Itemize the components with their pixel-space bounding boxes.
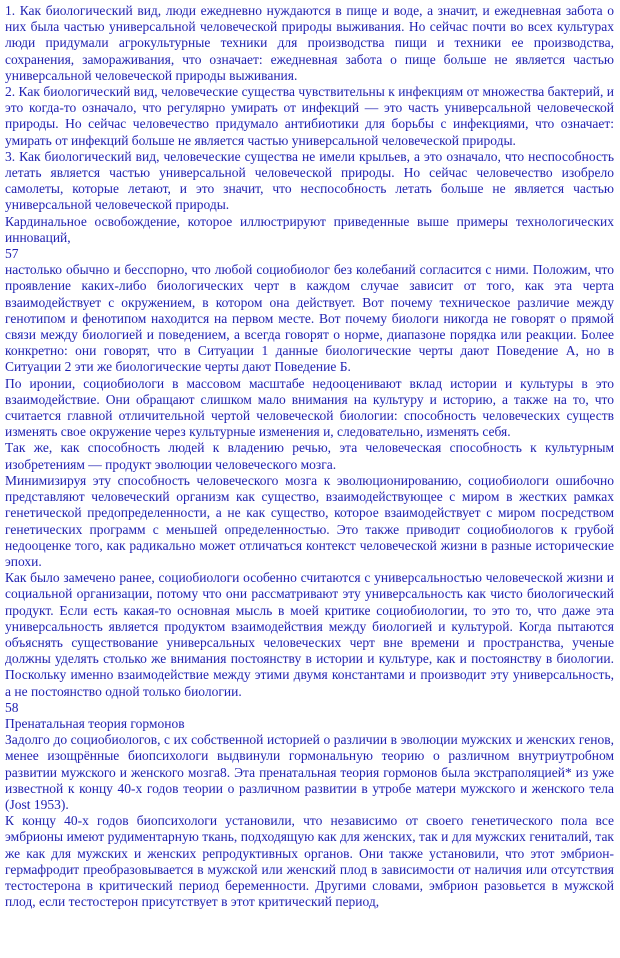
paragraph-embryo-development: К концу 40-х годов биопсихологи установили, что независимо от своего генетического пола все эмбрионы имеют рудиментарную ткань, подходящую как для женских, так и для мужских гениталий, так же как для мужских и женских репродуктивных органов. Они также установили, что этот эмбрион-гермафродит преобразовывается в мужской или женский плод в зависимости от наличия или отсутствия тестостерона в критический период беременности. Другими словами, эмбрион разовьется в мужской плод, если тестостерон присутствует в этот критический период, (5, 813, 614, 910)
paragraph-genotype-phenotype: настолько обычно и бесспорно, что любой социобиолог без колебаний согласится с ними. Положим, что проявление каких-либо биологических черт в каждом случае зависит от того, как эта черта взаимодействует с окружением, в котором она действует. Вот почему техническое различие между генотипом и фенотипом находится на первом месте. Вот почему биологи никогда не говорят о прямой связи между биологией и поведением, а всегда говорят о норме, диапазоне порядка или реакции. Более конкретно: они говорят, что в Ситуации 1 данные биологические черты дают Поведение А, но в Ситуации 2 эти же биологические черты дают Поведение Б. (5, 262, 614, 375)
paragraph-hormone-theory-origin: Задолго до социобиологов, с их собственной историей о различии в эволюции мужских и женских генов, менее изощрённые биопсихологи выдвинули гормональную теорию о различном внутриутробном развитии мужского и женского мозга8. Эта пренатальная теория гормонов была экстраполяцией* из уже известной к концу 40-х годов теории о различном развитии в утробе матери мужского и женского тела (Jost 1953). (5, 732, 614, 812)
page-number-57: 57 (5, 246, 19, 262)
paragraph-cultural-inventions: Так же, как способность людей к владению речью, эта человеческая способность к культурным изобретениям — продукт эволюции человеческого мозга. (5, 440, 614, 472)
page-number-58: 58 (5, 699, 19, 715)
paragraph-irony-sociobiologists: По иронии, социобиологи в массовом масштабе недооценивают вклад истории и культуры в это взаимодействие. Они обращают слишком мало внимания на культуру и историю, а также на то, что считается главной отличительной чертой человеческой биологии: способность человеческих существ изменять свое окружение через культурные изменения и, следовательно, изменять себя. (5, 375, 614, 440)
numbered-item-2: 2. Как биологический вид, человеческие существа чувствительны к инфекциям от множества бактерий, и это когда-то означало, что регулярно умирать от инфекций — это часть универсальной человеческой природы. Но сейчас человечество придумало антибиотики для борьбы с инфекциями, что означает: умирать от инфекций больше не является частью универсальной человеческой природы. (5, 84, 614, 148)
paragraph-universality: Как было замечено ранее, социобиологи особенно считаются с универсальностью человеческой жизни и социальной организации, потому что они рассматривают эту универсальность как чисто биологический продукт. Если есть какая-то основная мысль в моей критике социобиологии, то это то, что даже эта универсальность является продуктом взаимодействия между биологией и культурой. Когда пытаются объяснять существование универсальных человеческих черт вне времени и пространства, ученые должны уделять столько же внимания постоянству в истории и культуре, как и постоянству в биологии. Поскольку именно взаимодействие между этими двумя константами и производит эту универсальность, а не постоянство одной только биологии. (5, 570, 614, 699)
numbered-item-3: 3. Как биологический вид, человеческие существа не имели крыльев, а это означало, что неспособность летать является частью универсальной человеческой природы. Но сейчас человечество изобрело самолеты, которые летают, и это значит, что неспособность летать больше не является частью универсальной человеческой природы. (5, 148, 614, 213)
paragraph-minimizing-brain: Минимизируя эту способность человеческого мозга к эволюционированию, социобиологи ошибочно представляют человеческий организм как существо, взаимодействующее с миром в жестких рамках генетической предопределенности, а не как существо, которое взаимодействует с миром посредством генетических программ с меньшей определенностью. Это также приводит социобиологов к грубой недооценке того, как радикально может отличаться контекст человеческой жизни в разные исторические эпохи. (5, 472, 614, 569)
numbered-item-1: 1. Как биологический вид, люди ежедневно нуждаются в пище и воде, а значит, и ежедневная забота о них была частью универсальной человеческой природы выживания. Но сейчас почти во всех культурах люди придумали агрокультурные техники для производства пищи и техники ее производства, сохранения, замораживания, что означает: ежедневная забота о пище больше не является частью универсальной человеческой природы выживания. (5, 3, 614, 83)
section-heading-prenatal-hormone-theory: Пренатальная теория гормонов (5, 715, 185, 731)
paragraph-cardinal-liberation: Кардинальное освобождение, которое иллюстрируют приведенные выше примеры технологических инноваций, (5, 213, 614, 245)
